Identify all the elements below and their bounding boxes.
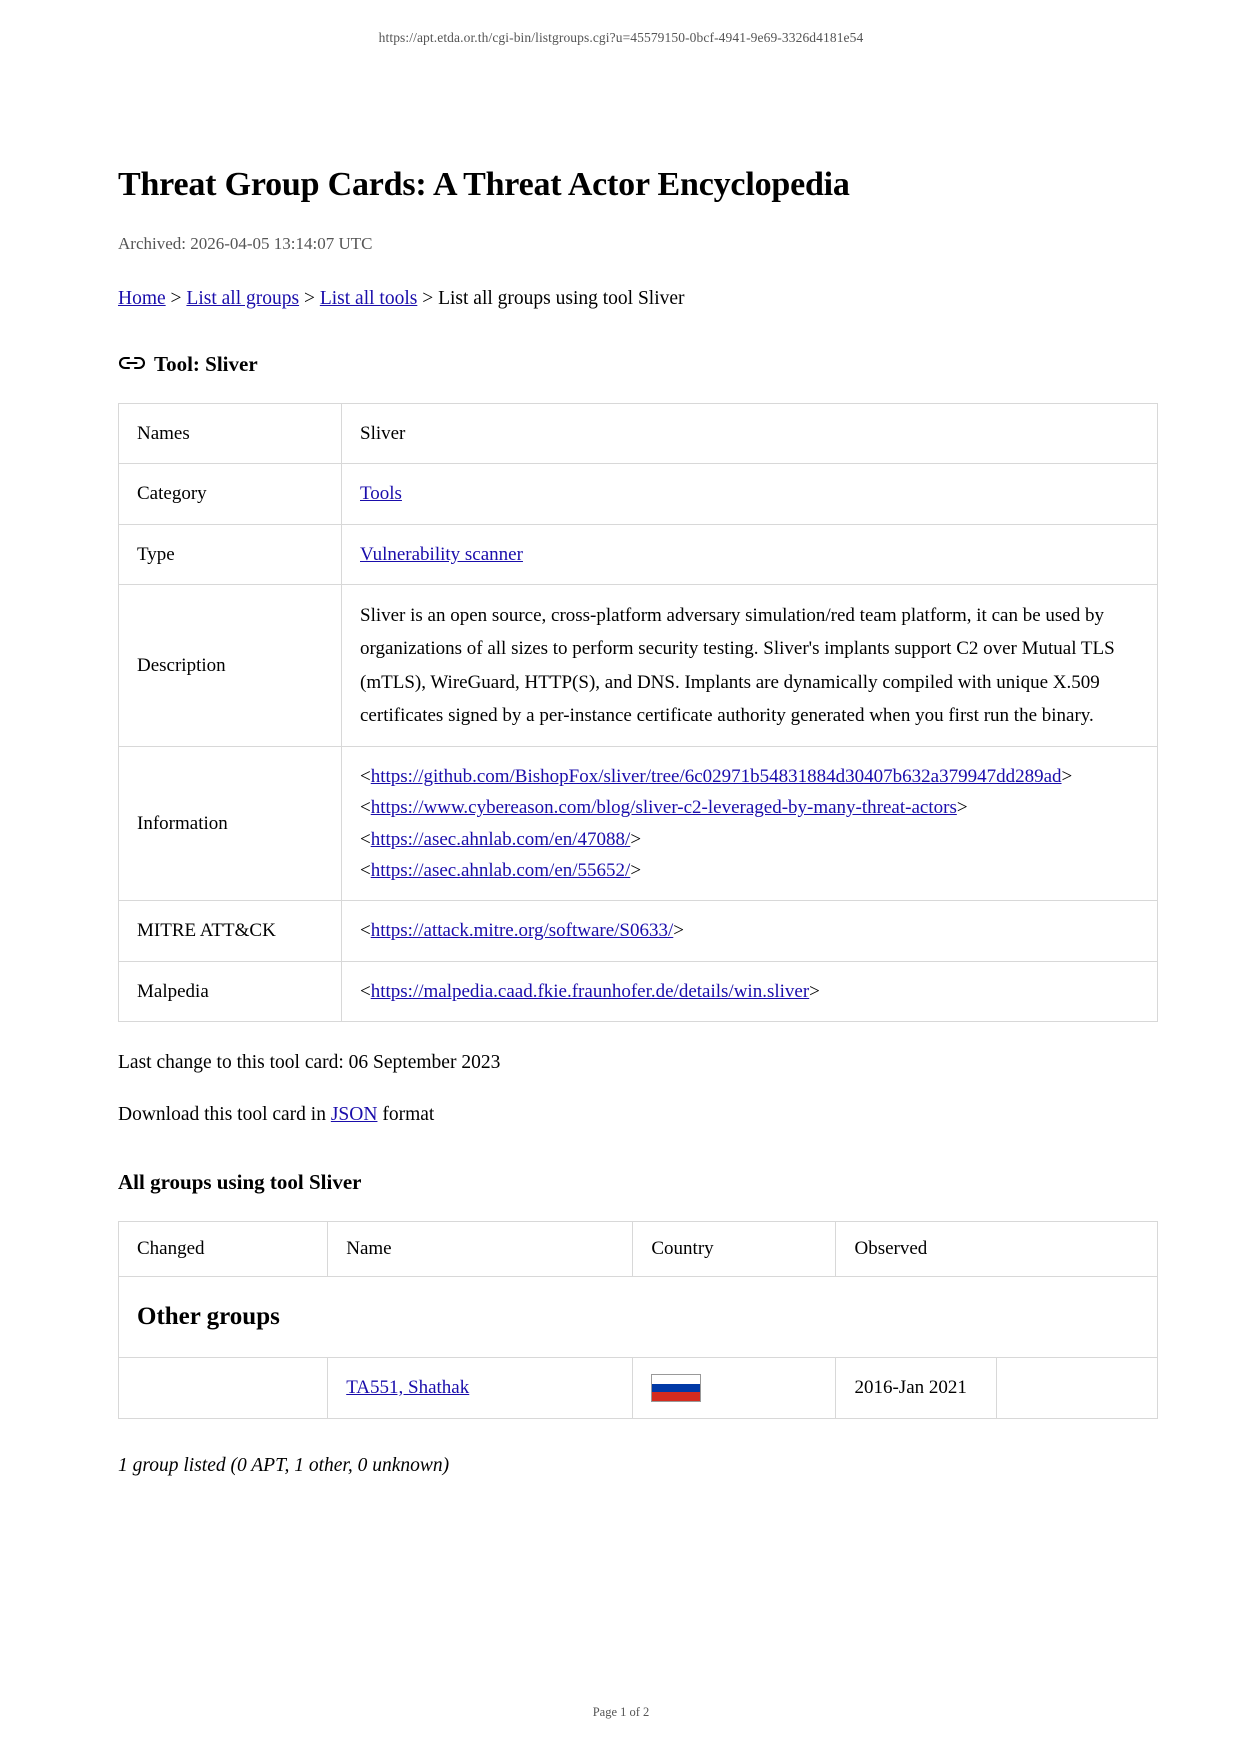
table-row-names [119, 404, 1158, 464]
link-information-4[interactable]: https://asec.ahnlab.com/en/55652/ [370, 860, 631, 882]
column-header-name: Name [328, 1222, 633, 1277]
last-change-text: Last change to this tool card: 06 September 2023 [118, 1052, 501, 1074]
value-type [342, 524, 1158, 584]
download-line [118, 1104, 1124, 1126]
cell-country [633, 1358, 836, 1419]
link-group-ta551[interactable]: TA551, Shathak [346, 1377, 470, 1399]
cell-changed [119, 1358, 328, 1419]
tool-info-table [118, 403, 1158, 1022]
value-description: Sliver is an open source, cross-platform adversary simulation/red team platform, it can be used by organizations of all sizes to perform security testing. Sliver's implants support C2 over Mutual TLS (mTLS), WireGuard, HTTP(S), and DNS. Implants are dynamically compiled with unique X.509 certificates signed by a per-instance certificate authority generated when you first run the binary. [342, 585, 1158, 747]
cell-observed: 2016-Jan 2021 [836, 1358, 997, 1419]
breadcrumb [118, 288, 1124, 310]
column-header-country: Country [633, 1222, 836, 1277]
label-type: Type [119, 524, 342, 584]
table-row-other-groups-header [119, 1277, 1158, 1358]
label-malpedia: Malpedia [119, 961, 342, 1021]
other-groups-title: Other groups [137, 1303, 280, 1331]
column-header-changed: Changed [119, 1222, 328, 1277]
link-information-1[interactable]: https://github.com/BishopFox/sliver/tree/6c02971b54831884d30407b632a379947dd289ad [370, 766, 1062, 788]
value-category [342, 464, 1158, 524]
link-category-tools[interactable]: Tools [360, 483, 402, 505]
table-row-category [119, 464, 1158, 524]
value-information [342, 747, 1158, 901]
cell-extra [997, 1358, 1158, 1419]
value-mitre-attck: <https://attack.mitre.org/software/S0633/> [342, 901, 1158, 961]
tool-heading-label: Tool: Sliver [154, 352, 258, 376]
column-header-observed: Observed [836, 1222, 1158, 1277]
information-line-1: <https://github.com/BishopFox/sliver/tree/6c02971b54831884d30407b632a379947dd289ad> [360, 766, 1073, 788]
link-information-3[interactable]: https://asec.ahnlab.com/en/47088/ [370, 828, 631, 850]
download-prefix: Download this tool card in [118, 1104, 331, 1126]
cell-name [328, 1358, 633, 1419]
page-footer: Page 1 of 2 [592, 1705, 650, 1719]
label-mitre-attck: MITRE ATT&CK [119, 901, 342, 961]
flag-russia-icon [651, 1374, 701, 1402]
source-url: https://apt.etda.or.th/cgi-bin/listgroups.cgi?u=45579150-0bcf-4941-9e69-3326d4181e54 [378, 30, 864, 45]
groups-table [118, 1221, 1158, 1419]
label-names: Names [119, 404, 342, 464]
link-type-vulnerability-scanner[interactable]: Vulnerability scanner [360, 543, 523, 565]
table-header-row [119, 1222, 1158, 1277]
table-row-information [119, 747, 1158, 901]
groups-summary: 1 group listed (0 APT, 1 other, 0 unknown) [118, 1455, 450, 1477]
information-line-3: <https://asec.ahnlab.com/en/47088/> [360, 828, 642, 850]
download-suffix: format [377, 1104, 435, 1126]
breadcrumb-current: List all groups using tool Sliver [438, 288, 685, 309]
tool-heading [118, 352, 1124, 377]
label-information: Information [119, 747, 342, 901]
table-row-description [119, 585, 1158, 747]
breadcrumb-sep-2: > [299, 288, 320, 309]
breadcrumb-home[interactable]: Home [118, 288, 166, 309]
table-row-mitre [119, 901, 1158, 961]
breadcrumb-sep-1: > [165, 288, 187, 309]
information-line-4: <https://asec.ahnlab.com/en/55652/> [360, 860, 642, 882]
table-row-type [119, 524, 1158, 584]
link-download-json[interactable]: JSON [330, 1104, 378, 1126]
value-malpedia: <https://malpedia.caad.fkie.fraunhofer.de/details/win.sliver> [342, 961, 1158, 1021]
breadcrumb-list-all-tools[interactable]: List all tools [319, 288, 418, 309]
value-names: Sliver [342, 404, 1158, 464]
page-title: Threat Group Cards: A Threat Actor Encyclopedia [118, 166, 850, 203]
table-row [119, 1358, 1158, 1419]
table-row-malpedia [119, 961, 1158, 1021]
link-information-2[interactable]: https://www.cybereason.com/blog/sliver-c2-leveraged-by-many-threat-actors [370, 797, 957, 819]
section-title-all-groups: All groups using tool Sliver [118, 1170, 362, 1195]
link-icon [118, 352, 146, 374]
link-mitre-attck[interactable]: https://attack.mitre.org/software/S0633/ [370, 920, 674, 942]
archived-timestamp: Archived: 2026-04-05 13:14:07 UTC [118, 234, 373, 253]
breadcrumb-sep-3: > [417, 288, 439, 309]
label-category: Category [119, 464, 342, 524]
breadcrumb-list-all-groups[interactable]: List all groups [186, 288, 300, 309]
document-content [0, 166, 1242, 1477]
label-description: Description [119, 585, 342, 747]
information-line-2: <https://www.cybereason.com/blog/sliver-c2-leveraged-by-many-threat-actors> [360, 797, 968, 819]
link-malpedia[interactable]: https://malpedia.caad.fkie.fraunhofer.de/details/win.sliver [370, 980, 810, 1002]
other-groups-cell [119, 1277, 1158, 1358]
